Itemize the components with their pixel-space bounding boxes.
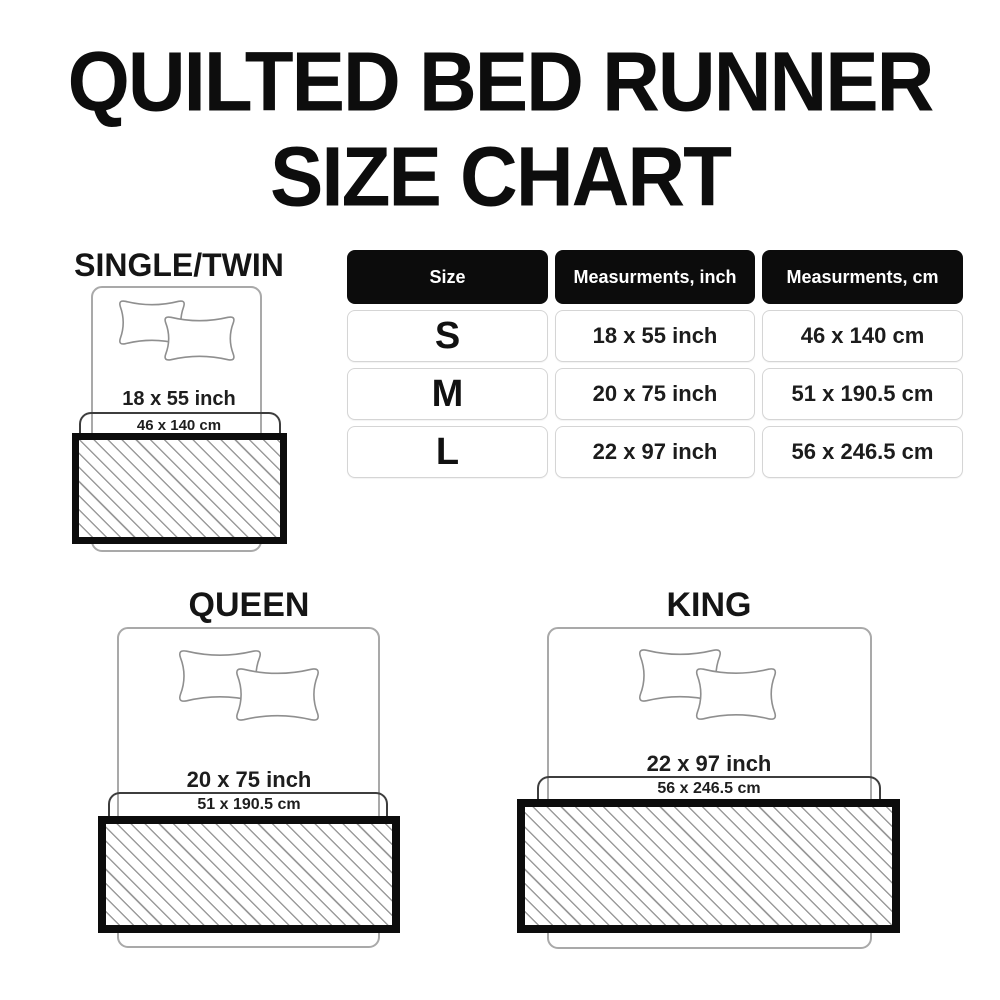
table-cell-inch-s: 18 x 55 inch (555, 310, 755, 362)
table-cell-inch-m: 20 x 75 inch (555, 368, 755, 420)
table-header-inch: Measurments, inch (555, 250, 755, 304)
quilted-runner-swatch (72, 433, 287, 544)
table-cell-cm-s: 46 x 140 cm (762, 310, 963, 362)
table-header-cm: Measurments, cm (762, 250, 963, 304)
table-cell-inch-l: 22 x 97 inch (555, 426, 755, 478)
bed-type-label: SINGLE/TWIN (74, 247, 284, 283)
runner-size-inch-label: 18 x 55 inch (122, 388, 236, 410)
table-cell-size-m: M (347, 368, 548, 420)
page-title-line2: SIZE CHART (270, 129, 730, 224)
table-header-size: Size (347, 250, 548, 304)
size-table (347, 250, 963, 478)
diagram-queen (61, 580, 437, 955)
runner-size-inch-label: 22 x 97 inch (646, 751, 772, 776)
runner-size-cm-label: 46 x 140 cm (136, 417, 222, 434)
table-cell-cm-m: 51 x 190.5 cm (762, 368, 963, 420)
quilted-runner-swatch (517, 799, 900, 933)
table-cell-size-l: L (347, 426, 548, 478)
diagram-king (517, 580, 901, 955)
pillow-icon (692, 663, 780, 725)
quilted-runner-swatch (98, 816, 400, 933)
diagram-single-twin (40, 245, 318, 565)
runner-size-inch-label: 20 x 75 inch (186, 767, 312, 792)
page-title-line1: QUILTED BED RUNNER (67, 34, 933, 129)
table-cell-size-s: S (347, 310, 548, 362)
pillow-icon (161, 312, 238, 365)
table-cell-cm-l: 56 x 246.5 cm (762, 426, 963, 478)
bed-type-label: KING (666, 586, 752, 624)
runner-size-cm-label: 51 x 190.5 cm (197, 796, 301, 813)
bed-type-label: QUEEN (188, 586, 310, 624)
pillow-icon (232, 663, 323, 726)
runner-size-cm-label: 56 x 246.5 cm (657, 780, 761, 797)
